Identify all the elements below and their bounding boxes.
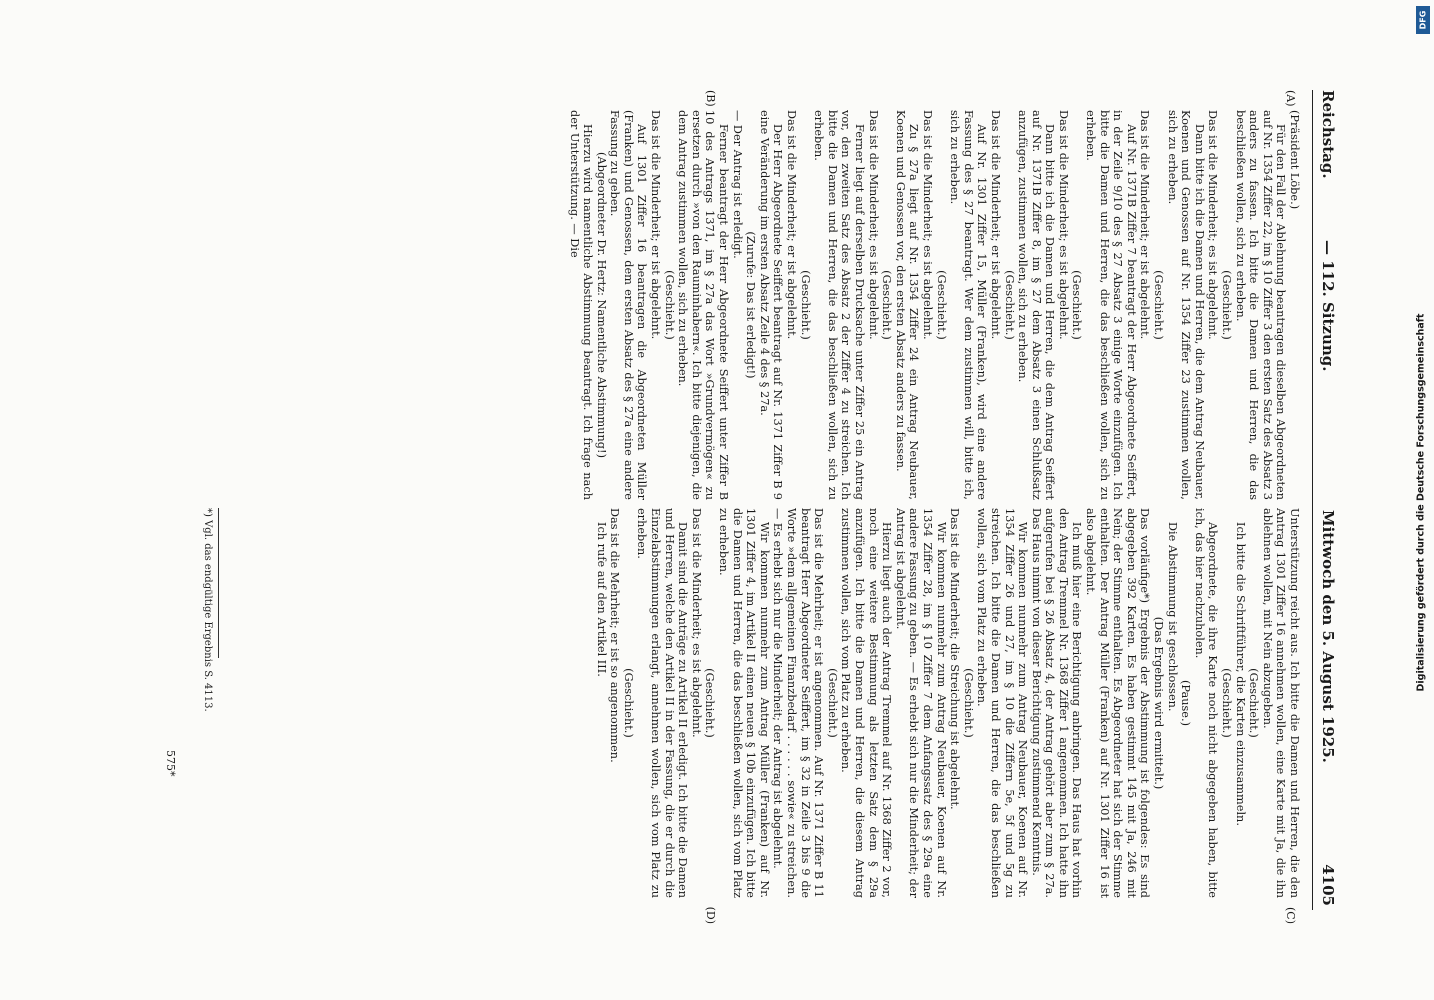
left-column-paragraph: Hierzu wird namentliche Abstimmung beantragt. Ich frage nach der Unterstützung. — Die xyxy=(567,110,595,500)
left-column-paragraph: Das ist die Minderheit; er ist abgelehnt. xyxy=(649,110,663,340)
right-column-paragraph: (Geschieht.) xyxy=(961,668,975,738)
page-header xyxy=(1311,90,1337,910)
left-column-paragraph: Zu § 27a liegt auf Nr. 1354 Ziffer 24 ein Antrag Neubauer, Koenen und Genossen vor, den ersten Absatz anders zu fassen. xyxy=(893,110,921,500)
left-column-paragraph: Für den Fall der Ablehnung beantragen dieselben Abgeordneten auf Nr. 1354 Ziffer 22, im § 10 Ziffer 3 den ersten Satz des Absatz 3 anders zu fassen. Ich bitte die Damen und Herren, die das beschließen wollen, sich zu erheben. xyxy=(1233,110,1288,500)
left-column-paragraph: Das ist die Minderheit; er ist abgelehnt. xyxy=(988,110,1002,340)
left-column-paragraph: (Geschieht.) xyxy=(1220,270,1234,340)
right-column xyxy=(594,508,1301,898)
left-column-paragraph: Dann bitte ich die Damen und Herren, die dem Antrag Neubauer, Koenen und Genossen auf Nr. 1354 Ziffer 23 zustimmen wollen, sich zu erheben. xyxy=(1165,110,1206,500)
right-column-paragraph: Das vorläufige*) Ergebnis der Abstimmung ist folgendes: Es sind abgegeben 392 Karten. Es haben gestimmt 145 mit Ja, 246 mit Nein; der Stimme enthalten. Es Abgeordneter hat sich der Stimme enthalten. Der Antrag Müller (Franken) auf Nr. 1301 Ziffer 16 ist also abgelehnt. xyxy=(1084,508,1152,898)
right-column-paragraph: (Pause.) xyxy=(1179,680,1193,726)
left-column-paragraph: (Geschieht.) xyxy=(1152,270,1166,340)
document-page xyxy=(97,90,1337,924)
right-column-paragraph: Das ist die Mehrheit; er ist so angenommen. xyxy=(608,508,622,763)
right-column-paragraph: Wir kommen nunmehr zum Antrag Neubauer, Koenen auf Nr. 1354 Ziffer 28, im § 10 Ziffer 7 dem Anfangssatz des § 29a eine andere Fassung zu geben. — Es erhebt sich nur die Minderheit; der Antrag ist abgelehnt. xyxy=(893,508,948,898)
header-date: Mittwoch den 5. August 1925. xyxy=(1319,510,1337,763)
right-column-paragraph: (Geschieht.) xyxy=(1247,668,1261,738)
left-column-paragraph: (Geschieht.) xyxy=(662,270,676,340)
sheet-signature: 575* xyxy=(164,750,177,777)
left-column-paragraph: (Geschieht.) xyxy=(880,270,894,340)
left-column-paragraph: Der Herr Abgeordnete Seiffert beantragt auf Nr. 1371 Ziffer B 9 eine Veränderung im ersten Absatz Zeile 4 des § 27a. xyxy=(757,110,785,500)
left-column-paragraph: Auf Nr. 1301 Ziffer 15, Müller (Franken), wird eine andere Fassung des § 27 beantragt. Wer dem zustimmen will, bitte ich, sich zu erheben. xyxy=(948,110,989,500)
left-column-paragraph: Dann bitte ich die Damen und Herren, die dem Antrag Seiffert auf Nr. 1371B Ziffer 8, im § 27 dem Absatz 3 einen Schlußsatz anzufügen, zustimmen wollen, sich zu erheben. xyxy=(1016,110,1057,500)
right-column-paragraph: Das ist die Minderheit; es ist abgelehnt. xyxy=(689,508,703,738)
header-rule xyxy=(1312,90,1313,910)
margin-letter-d: (D) xyxy=(704,906,717,924)
left-column-paragraph: Das ist die Minderheit; es ist abgelehnt. xyxy=(1206,110,1220,340)
left-column-paragraph: Das ist die Minderheit; es ist abgelehnt. xyxy=(920,110,934,340)
left-column-paragraph: — Der Antrag ist erledigt. xyxy=(730,110,744,259)
left-column-paragraph: Das ist die Minderheit; er ist abgelehnt. xyxy=(785,110,799,340)
header-session: — 112. Sitzung. xyxy=(1319,240,1337,372)
header-title: Reichstag. xyxy=(1319,90,1337,179)
right-column-paragraph: Wir kommen nunmehr zum Antrag Müller (Franken) auf Nr. 1301 Ziffer 4, im Artikel II einen neuen § 10b einzufügen. Ich bitte die Damen und Herren, die das beschließen wollen, sich vom Platz zu erheben. xyxy=(717,508,771,898)
left-column-paragraph: (Zurufe: Das ist erledigt!) xyxy=(744,231,758,379)
right-column-paragraph: Hierzu liegt auch der Antrag Tremmel auf Nr. 1368 Ziffer 2 vor, noch eine weitere Bestimmung als letzten Satz dem § 29a anzufügen. Ich bitte die Damen und Herren, die diesem Antrag zustimmen wollen, sich vom Platz zu erheben. xyxy=(839,508,894,898)
right-column-paragraph: (Geschieht.) xyxy=(1220,668,1234,738)
left-column-paragraph: Auf Nr. 1371B Ziffer 7 beantragt der Herr Abgeordnete Seiffert, in der Zeile 9/10 des § 27 Absatz 3 einige Worte einzufügen. Ich bitte die Damen und Herren, die das beschließen wollen, sich zu erheben. xyxy=(1084,110,1138,500)
left-column-paragraph: (Geschieht.) xyxy=(934,270,948,340)
page-number: 4105 xyxy=(1319,864,1337,906)
margin-letter-a: (A) xyxy=(1284,90,1297,107)
right-column-paragraph: (Geschieht.) xyxy=(621,668,635,738)
right-column-paragraph: Ich muß hier eine Berichtigung anbringen. Das Haus hat vorhin den Antrag Tremmel Nr. 1368 Ziffer 1 angenommen. Ich hatte ihn aufgerufen bei § 26 Absatz 4, der Antrag gehört aber zum § 27a. Das Haus nimmt von dieser Berichtigung zustimmend Kenntnis. xyxy=(1029,508,1084,898)
left-column-paragraph: Ferner liegt auf derselben Drucksache unter Ziffer 25 ein Antrag vor, den zweiten Satz des Absatz 2 der Ziffer 4 zu streichen. Ich bitte die Damen und Herren, die das beschließen wollen, sich zu erheben. xyxy=(812,110,866,500)
right-column-paragraph: (Das Ergebnis wird ermittelt.) xyxy=(1152,616,1166,790)
left-column-paragraph: (Geschieht.) xyxy=(1002,270,1016,340)
left-column-paragraph: (Präsident Löbe.) xyxy=(1288,110,1301,210)
right-column-paragraph: Unterstützung reicht aus. Ich bitte die Damen und Herren, die den Antrag 1301 Ziffer 16 annehmen wollen, eine Karte mit Ja, die ihn ablehnen wollen, mit Nein abzugeben. xyxy=(1260,508,1301,898)
left-column-paragraph: Das ist die Minderheit; er ist abgelehnt. xyxy=(1138,110,1152,340)
left-column-paragraph: Ferner beantragt der Herr Abgeordnete Seiffert unter Ziffer B 10 des Antrags 1371, im § 27a das Wort »Grundvermögen« zu ersetzen durch »von den Rauminhabern«. Ich bitte diejenigen, die dem Antrag zustimmen wollen, sich zu erheben. xyxy=(676,110,731,500)
left-column-paragraph: (Geschieht.) xyxy=(798,270,812,340)
left-column-paragraph: Das ist die Minderheit; es ist abgelehnt. xyxy=(866,110,880,340)
dfg-watermark-text: Digitalisierung gefördert durch die Deutsche Forschungsgemeinschaft xyxy=(1415,313,1427,692)
left-column-paragraph: Das ist die Minderheit; es ist abgelehnt. xyxy=(1056,110,1070,340)
right-column-paragraph: Das ist die Mehrheit; er ist angenommen. Auf Nr. 1371 Ziffer B 11 beantragt Herr Abgeordneter Seiffert, im § 32 in Zeile 3 bis 9 die Worte »dem allgemeinen Finanzbedarf . . . . . . sowie« zu streichen. — Es erhebt sich nur die Minderheit; der Antrag ist abgelehnt. xyxy=(771,508,826,898)
right-column-paragraph: Damit sind die Anträge zu Artikel II erledigt. Ich bitte die Damen und Herren, welche den Artikel II in der Fassung, die er durch die Einzelabstimmungen erlangt, annehmen wollen, sich vom Platz zu erheben. xyxy=(635,508,690,898)
dfg-logo-icon xyxy=(1416,6,1430,34)
left-column xyxy=(567,110,1301,500)
margin-letter-c: (C) xyxy=(1284,907,1297,924)
right-column-paragraph: Die Abstimmung ist geschlossen. xyxy=(1165,522,1179,712)
dfg-watermark xyxy=(1414,8,1428,998)
right-column-paragraph: (Geschieht.) xyxy=(703,668,717,738)
right-column-paragraph: Abgeordnete, die ihre Karte noch nicht abgegeben haben, bitte ich, das hier nachzuholen. xyxy=(1192,508,1220,898)
left-column-paragraph: (Abgeordneter Dr. Hertz: Namentliche Abstimmung!) xyxy=(594,152,608,458)
footnote: *) Vgl. das endgültige Ergebnis S. 4113. xyxy=(202,508,213,712)
right-column-paragraph: (Geschieht.) xyxy=(825,668,839,738)
margin-letter-b: (B) xyxy=(704,90,717,107)
right-column-paragraph: Wir kommen nunmehr zum Antrag Neubauer, Koenen auf Nr. 1354 Ziffer 26 und 27, im § 10 die Ziffern 5e, 5f und 5g zu streichen. Ich bitte die Damen und Herren, die das beschließen wollen, sich vom Platz zu erheben. xyxy=(975,508,1030,898)
left-column-paragraph: (Geschieht.) xyxy=(1070,270,1084,340)
footnote-rule xyxy=(218,508,219,658)
dfg-logo-text: DFG xyxy=(1418,10,1428,30)
right-column-paragraph: Das ist die Minderheit; die Streichung ist abgelehnt. xyxy=(948,508,962,810)
right-column-paragraph: Ich bitte die Schriftführer, die Karten einzusammeln. xyxy=(1233,522,1247,826)
left-column-paragraph: Auf 1301 Ziffer 16 beantragen die Abgeordneten Müller (Franken) und Genossen, dem ersten Absatz des § 27a eine andere Fassung zu geben. xyxy=(608,110,649,500)
right-column-paragraph: Ich rufe auf den Artikel III. xyxy=(594,522,608,677)
